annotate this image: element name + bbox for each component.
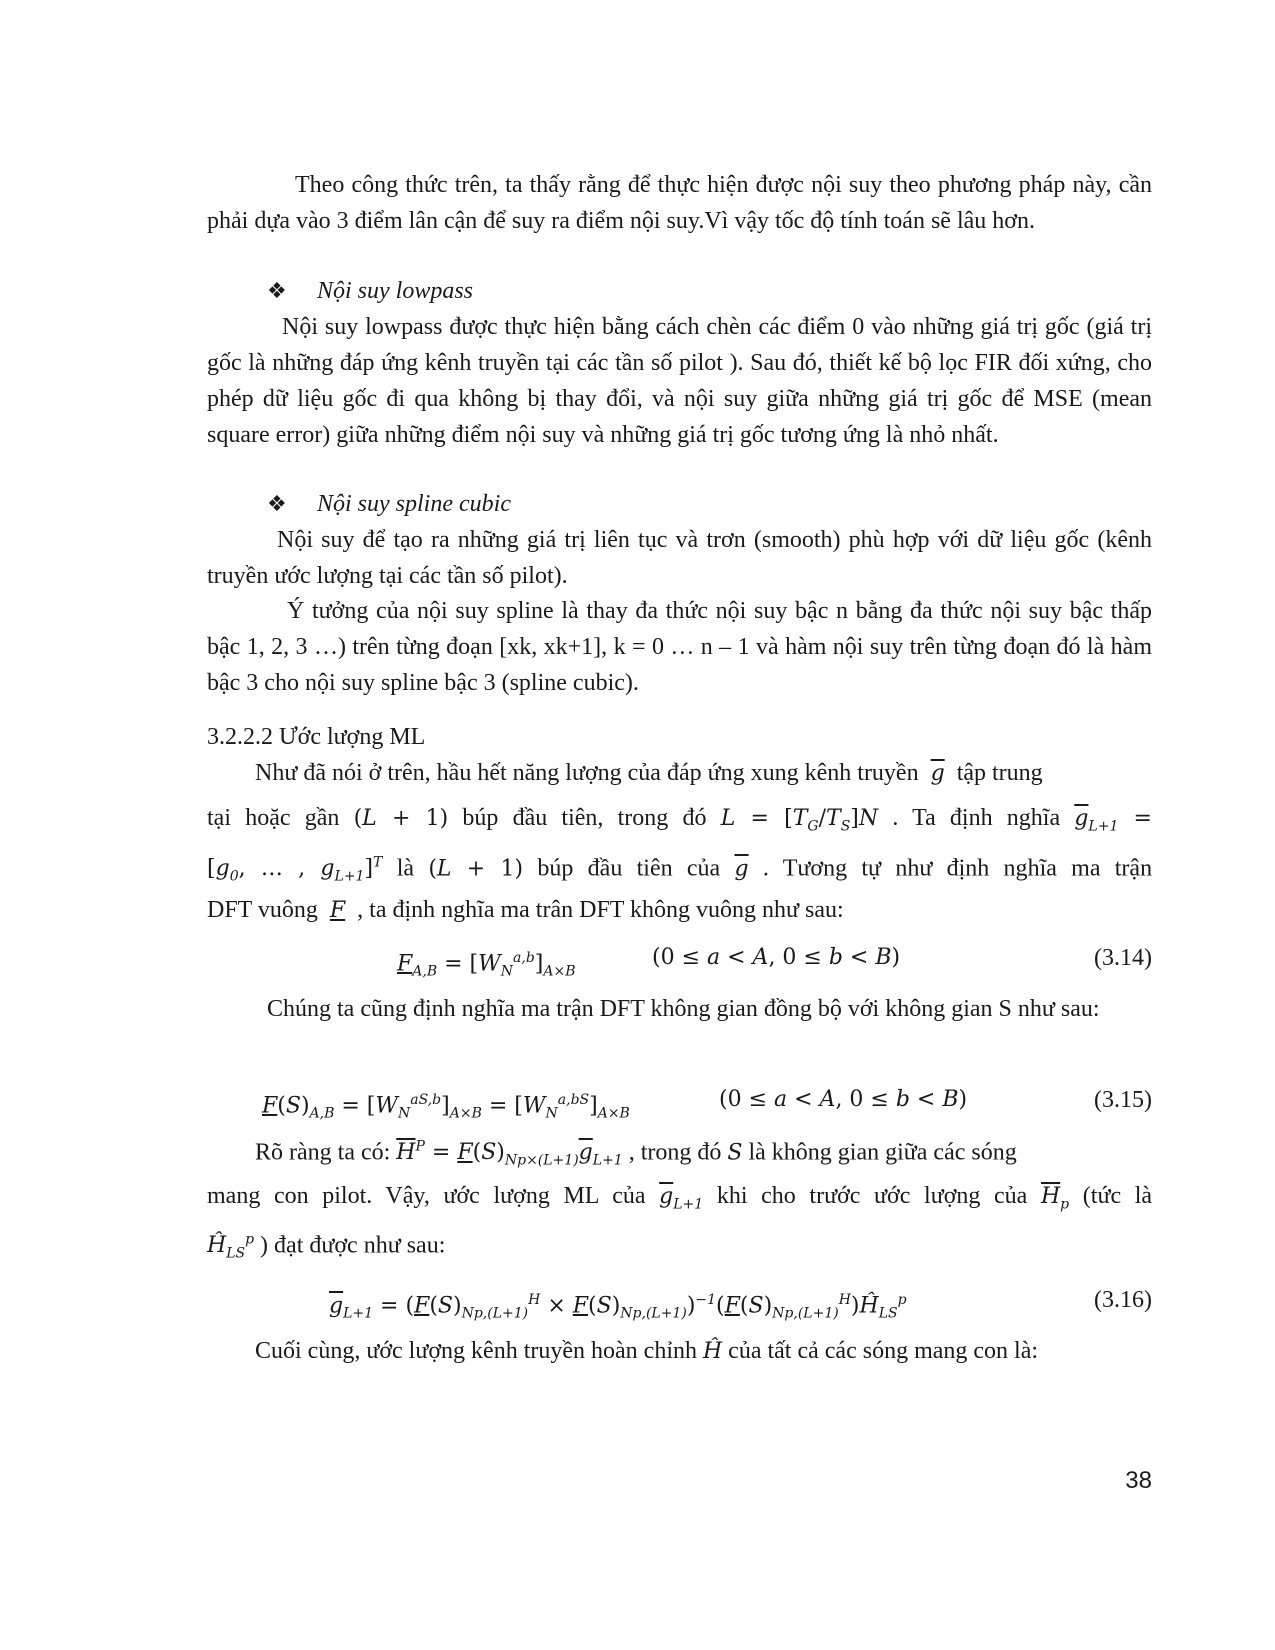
math-h-hat: Ĥ xyxy=(702,1339,723,1364)
math-l-plus-1: (L + 1) xyxy=(353,806,449,831)
ml-line-1: Như đã nói ở trên, hầu hết năng lượng của đáp ứng xung kênh truyền $\overline{g}$ tập trung xyxy=(255,760,1043,786)
math-g-l1: $\overline{g}_{L+1}$ xyxy=(659,1184,704,1213)
bullet-spline: ❖ Nội suy spline cubic xyxy=(267,486,511,523)
ml-line-5: Rõ ràng ta có: $\overline{H}^P = F(S)_{Np\times(L+1)}\overline{g}_{L+1}$ , trong đó S là không gian giữa các sóng xyxy=(255,1139,1017,1169)
page-number: 38 xyxy=(1125,1467,1152,1494)
equation-number: (3.16) xyxy=(1094,1287,1152,1313)
ml-line-6: mang con pilot. Vậy, ước lượng ML của $\overline{g}_{L+1}$ khi cho trước ước lượng của $\overline{H}_p$ (tức là xyxy=(207,1183,1153,1213)
math-g-bar: $\overline{g}$ xyxy=(930,761,945,786)
diamond-bullet-icon: ❖ xyxy=(267,279,287,304)
math-l-plus-1: (L + 1) xyxy=(428,856,524,882)
section-heading: 3.2.2.2 Ước lượng ML xyxy=(207,724,426,750)
math-h-pilot: $\overline{H}^P = F(S)_{Np\times(L+1)}\overline{g}_{L+1}$ xyxy=(396,1139,623,1169)
diamond-bullet-icon: ❖ xyxy=(267,492,287,517)
math-h-ls: $Ĥ_{LS}^p$ xyxy=(207,1232,255,1262)
math-f-matrix: F xyxy=(329,898,346,923)
paragraph-spline: Nội suy để tạo ra những giá trị liên tục và trơn (smooth) phù hợp với dữ liệu gốc (kênh truyền ước lượng tại các tần số pilot). xyxy=(207,527,1152,589)
math-g-l1: $\overline{g}_{L+1}$ = xyxy=(1074,806,1152,835)
document-page: Theo công thức trên, ta thấy rằng để thực hiện được nội suy theo phương pháp này, cần phải dựa vào 3 điểm lân cận để suy ra điểm nội suy.Vì vậy tốc độ tính toán sẽ lâu hơn. ❖ Nội suy lowpass Nội suy lowpass được thực hiện bằng cách chèn các điểm 0 vào những giá trị gốc (giá trị gốc là những đáp ứng kênh truyền tại các tần số pilot ). Sau đó, thiết kế bộ lọc FIR đối xứng, cho phép dữ liệu gốc đi qua không bị thay đổi, và nội suy giữa những giá trị gốc để MSE (mean square error) giữa những điểm nội suy và những giá trị gốc tương ứng là nhỏ nhất. ❖ Nội suy spline cubic Nội suy để tạo ra những giá trị liên tục và trơn (smooth) phù hợp với dữ liệu gốc (kênh truyền ước lượng tại các tần số pilot). Ý tưởng của nội suy spline là thay đa thức nội suy bậc n bằng đa thức nội suy bậc thấp bậc 1, 2, 3 …) trên từng đoạn [xk, xk+1], k = 0 … n – 1 và hàm nội suy trên từng đoạn đó là hàm bậc 3 cho nội suy spline bậc 3 (spline cubic). 3.2.2.2 Ước lượng ML Như đã nói ở trên, hầu hết năng lượng của đáp ứng xung kênh truyền $\overline{g}$ tập trung tại hoặc gần (L + 1) búp đầu tiên, trong đó $L = [T_G/T_S]N$ . Ta định nghĩa $\overline{g}_{L+1}$ = [$g_0$, … , $g_{L+1}]^T$ là (L + 1) búp đầu tiên của $\overline{g}$ . Tương tự như định nghĩa ma trận DFT vuông F , ta định nghĩa ma trân DFT không vuông như sau: $F_{A,B} = [W_N^{a,b}]_{A\times B}$ (0 ≤ a < A, 0 ≤ b < B) (3.14) Chúng ta cũng định nghĩa ma trận DFT không gian đồng bộ với không gian S như sau: $F(S)_{A,B} = [W_N^{aS,b}]_{A\times B} = [W_N^{a,bS}]_{A\times B}$ (0 ≤ a < A, 0 ≤ b < B) (3.15) Rõ ràng ta có: $\overline{H}^P = F(S)_{Np\times(L+1)}\overline{g}_{L+1}$ , trong đó S là không gian giữa các sóng mang con pilot. Vậy, ước lượng ML của $\overline{g}_{L+1}$ khi cho trước ước lượng của $\overline{H}_p$ (tức là $Ĥ_{LS}^p$ ) đạt được như sau: $\overline{g}_{L+1} = (F(S)_{Np,(L+1)}^H$ × $F(S)_{Np,(L+1)})^{-1}(F(S)_{Np,(L+1)}^H)Ĥ_{LS}^p$ (3.16) Cuối cùng, ước lượng kênh truyền hoàn chỉnh Ĥ của tất cả các sóng mang con là: 38 xyxy=(0,0,1275,1650)
math-s: S xyxy=(727,1140,743,1166)
ml-line-7: $Ĥ_{LS}^p$ ) đạt được như sau: xyxy=(207,1232,446,1262)
paragraph-dft-space: Chúng ta cũng định nghĩa ma trận DFT không gian đồng bộ với không gian S như sau: xyxy=(267,996,1100,1022)
paragraph-lowpass: Nội suy lowpass được thực hiện bằng cách chèn các điểm 0 vào những giá trị gốc (giá trị gốc là những đáp ứng kênh truyền tại các tần số pilot ). Sau đó, thiết kế bộ lọc FIR đối xứng, cho phép dữ liệu gốc đi qua không bị thay đổi, và nội suy giữa những giá trị gốc để MSE (mean square error) giữa những điểm nội suy và những giá trị gốc tương ứng là nhỏ nhất. xyxy=(207,314,1152,448)
ml-line-3: [$g_0$, … , $g_{L+1}]^T$ là (L + 1) búp đầu tiên của $\overline{g}$ . Tương tự như định nghĩa ma trận xyxy=(207,855,1153,885)
math-h-p: $\overline{H}_p$ xyxy=(1040,1184,1070,1213)
ml-line-8: Cuối cùng, ước lượng kênh truyền hoàn chỉnh Ĥ của tất cả các sóng mang con là: xyxy=(255,1338,1039,1364)
paragraph-intro: Theo công thức trên, ta thấy rằng để thực hiện được nội suy theo phương pháp này, cần phải dựa vào 3 điểm lân cận để suy ra điểm nội suy.Vì vậy tốc độ tính toán sẽ lâu hơn. xyxy=(207,172,1152,234)
math-g-bar: $\overline{g}$ xyxy=(734,856,749,882)
math-l-definition: $L = [T_G/T_S]N$ xyxy=(720,806,879,835)
ml-line-4: DFT vuông F , ta định nghĩa ma trân DFT không vuông như sau: xyxy=(207,897,844,923)
math-g-vector: [$g_0$, … , $g_{L+1}]^T$ xyxy=(207,855,383,885)
ml-line-2: tại hoặc gần (L + 1) búp đầu tiên, trong đó $L = [T_G/T_S]N$ . Ta định nghĩa $\overline{g}_{L+1}$ = xyxy=(207,805,1152,835)
equation-number: (3.14) xyxy=(1094,945,1152,971)
equation-number: (3.15) xyxy=(1094,1087,1152,1113)
paragraph-spline-idea: Ý tưởng của nội suy spline là thay đa thức nội suy bậc n bằng đa thức nội suy bậc thấp bậc 1, 2, 3 …) trên từng đoạn [xk, xk+1], k = 0 … n – 1 và hàm nội suy trên từng đoạn đó là hàm bậc 3 cho nội suy spline bậc 3 (spline cubic). xyxy=(207,598,1152,696)
bullet-lowpass: ❖ Nội suy lowpass xyxy=(267,273,473,310)
